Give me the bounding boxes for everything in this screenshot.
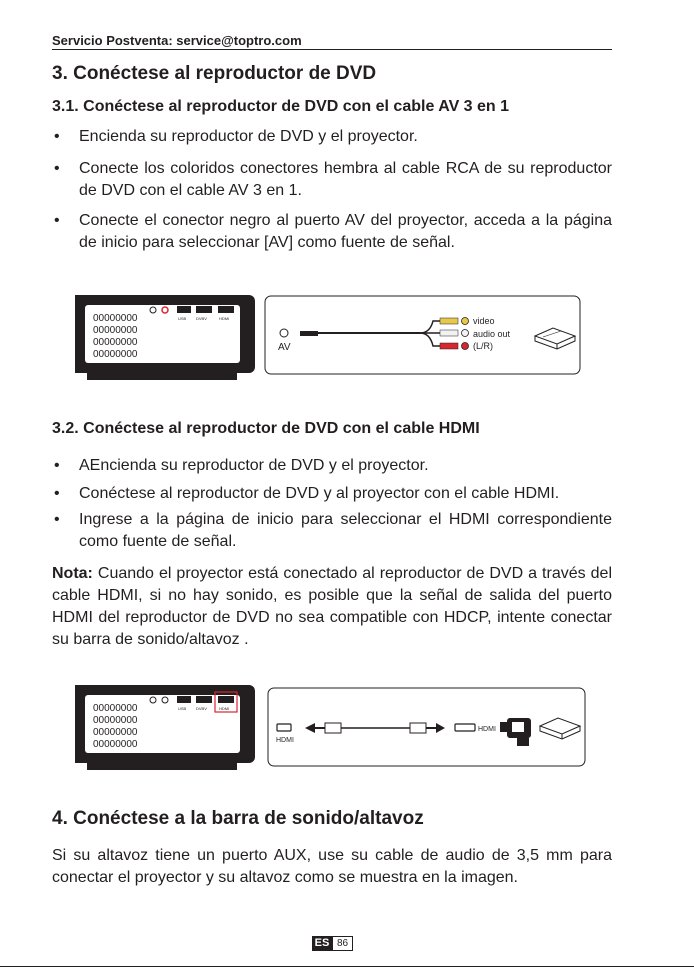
svg-text:HDMI: HDMI	[219, 706, 230, 711]
lr-label: (L/R)	[473, 341, 493, 351]
svg-text:00000000: 00000000	[93, 739, 138, 750]
svg-text:USB: USB	[178, 706, 187, 711]
svg-text:USB: USB	[178, 316, 187, 321]
svg-text:00000000: 00000000	[93, 349, 138, 360]
footer-rule	[0, 966, 694, 967]
svg-text:DVBV: DVBV	[196, 706, 207, 711]
list-item: • Encienda su reproductor de DVD y el proyector.	[54, 128, 418, 145]
list-item: • Conecte el conector negro al puerto AV del proyector, acceda a la página de inicio para seleccionar [AV] como fuente de señal.	[54, 212, 612, 251]
hdmi-connection-diagram	[75, 680, 590, 775]
svg-text:00000000: 00000000	[93, 313, 138, 324]
section-4-paragraph: Si su altavoz tiene un puerto AUX, use su cable de audio de 3,5 mm para conectar el proyector y su altavoz como se muestra en la imagen.	[52, 847, 612, 886]
audio-out-label: audio out	[473, 329, 511, 339]
av-cable-panel	[265, 296, 580, 374]
svg-text:00000000: 00000000	[93, 727, 138, 738]
av-connection-diagram	[75, 290, 585, 385]
video-label: video	[473, 316, 495, 326]
note-label: Nota:	[52, 565, 93, 582]
section-3-title: 3. Conéctese al reproductor de DVD	[52, 63, 377, 84]
projector-back-image	[75, 295, 255, 380]
list-item: • AEncienda su reproductor de DVD y el proyector.	[54, 457, 429, 474]
language-badge: ES	[312, 936, 332, 951]
projector-back-image	[75, 685, 255, 770]
hdmi-right-label: HDMI	[478, 726, 496, 733]
svg-text:00000000: 00000000	[93, 337, 138, 348]
note-paragraph	[52, 563, 612, 651]
list-item: • Conecte los coloridos conectores hembra al cable RCA de su reproductor de DVD con el cable AV 3 en 1.	[54, 160, 612, 199]
svg-text:HDMI: HDMI	[219, 316, 230, 321]
header-rule	[52, 49, 612, 50]
list-item: • Conéctese al reproductor de DVD y al proyector con el cable HDMI.	[54, 485, 560, 502]
svg-text:00000000: 00000000	[93, 703, 138, 714]
list-item: • Ingrese a la página de inicio para seleccionar el HDMI correspondiente como fuente de señal.	[54, 511, 612, 550]
hdmi-cable-panel	[268, 688, 585, 766]
note-text: Cuando el proyector está conectado al reproductor de DVD a través del cable HDMI, si no hay sonido, es posible que la señal de salida del puerto HDMI del reproductor de DVD no sea compatible con HDCP, intente conectar su barra de sonido/altavoz .	[52, 565, 612, 648]
av-port-label: AV	[278, 342, 291, 353]
subsection-3-1-title: 3.1. Conéctese al reproductor de DVD con el cable AV 3 en 1	[52, 98, 510, 115]
page-number: 86	[332, 936, 353, 951]
section-4-title: 4. Conéctese a la barra de sonido/altavoz	[52, 808, 424, 829]
page-header: Servicio Postventa: service@toptro.com	[52, 33, 302, 48]
svg-text:00000000: 00000000	[93, 715, 138, 726]
svg-text:00000000: 00000000	[93, 325, 138, 336]
svg-text:DVBV: DVBV	[196, 316, 207, 321]
hdmi-left-label: HDMI	[276, 737, 294, 744]
subsection-3-2-title: 3.2. Conéctese al reproductor de DVD con el cable HDMI	[52, 420, 480, 437]
